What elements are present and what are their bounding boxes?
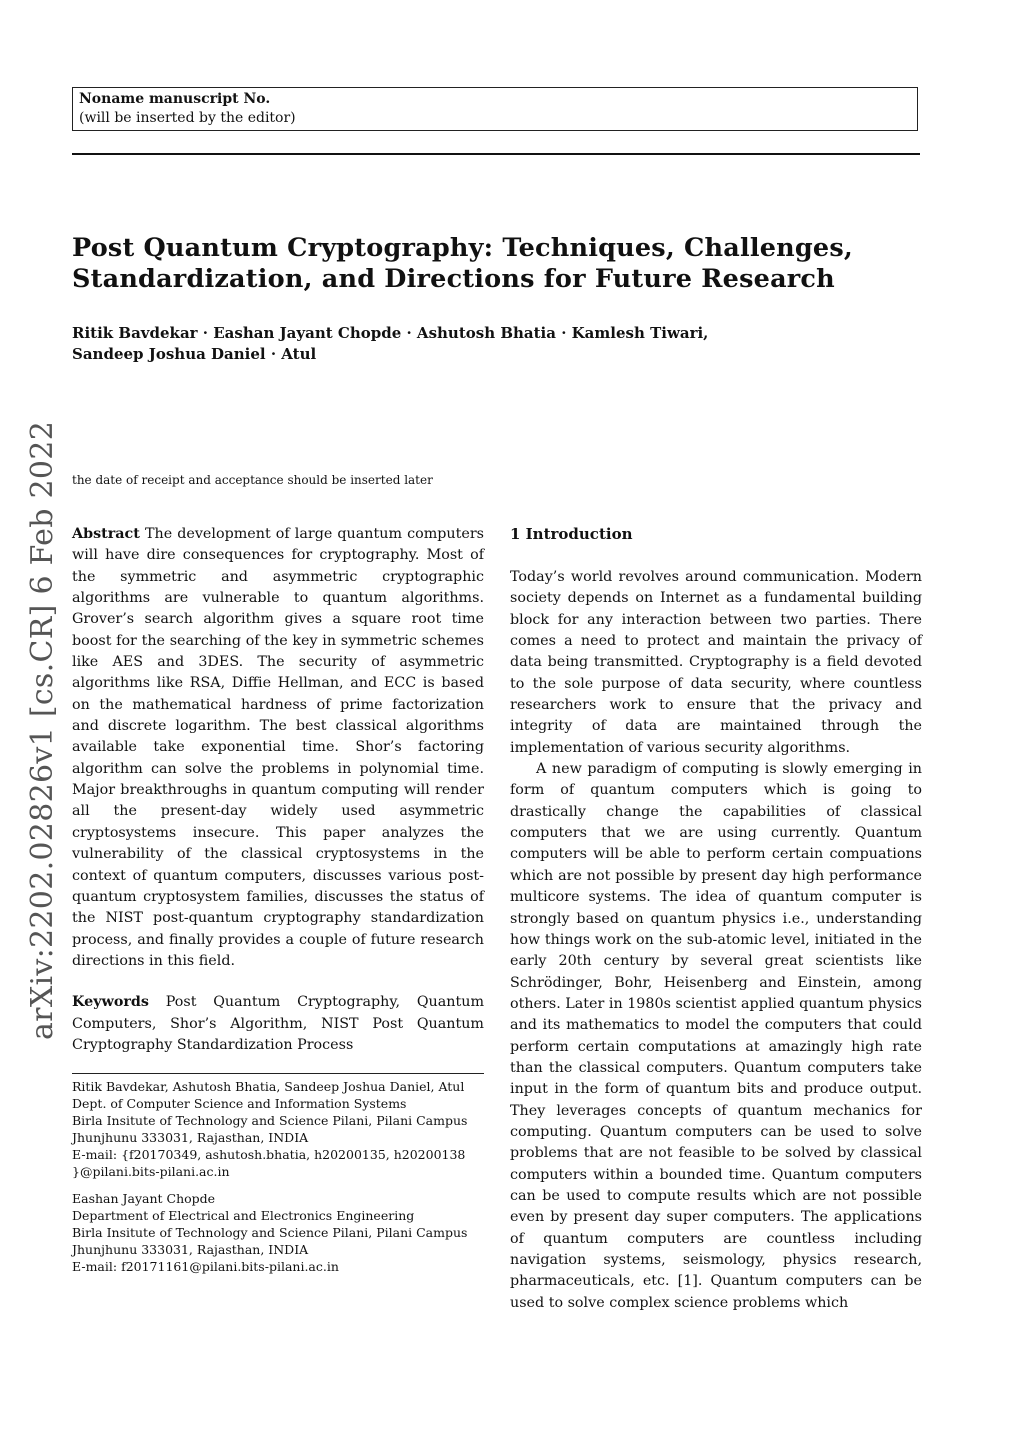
left-column bbox=[72, 524, 484, 1056]
intro-paragraph: A new paradigm of computing is slowly emerging in form of quantum computers which is going to drastically change the capabilities of classical computers that we are using currently. Quantum computers will be able to perform certain compuations which are not possible by present day high performance multicore systems. The idea of quantum computer is strongly based on quantum physics i.e., understanding how things work on the sub-atomic level, initiated in the early 20th century by several great scientists like Schrödinger, Bohr, Heisenberg and Einstein, among others. Later in 1980s scientist applied quantum physics and its mathematics to model the computers that could perform certain computations at amazingly high rate than the classical computers. Quantum computers take input in the form of quantum bits and produce output. They leverages concepts of quantum mechanics for computing. Quantum computers can be used to solve problems that are not feasible to be solved by classical computers within a bounded time. Quantum computers can be used to compute results which are not possible even by present day super computers. The applications of quantum computers are countless including navigation systems, seismology, physics research, pharmaceuticals, etc. [1]. Quantum computers can be used to solve complex science problems which bbox=[510, 761, 922, 1311]
affiliation-institute: Birla Insitute of Technology and Science Pilani, Pilani Campus bbox=[72, 1113, 468, 1128]
abstract-label: Abstract bbox=[72, 526, 140, 542]
arxiv-identifier: arXiv:2202.02826v1 [cs.CR] 6 Feb 2022 bbox=[25, 420, 60, 1040]
affiliation-address: Jhunjhunu 333031, Rajasthan, INDIA bbox=[72, 1242, 309, 1257]
manuscript-number: Noname manuscript No. bbox=[79, 91, 271, 107]
paper-title: Post Quantum Cryptography: Techniques, Challenges, Standardization, and Directions for Future Research bbox=[72, 233, 853, 294]
right-column bbox=[510, 524, 922, 1314]
affiliation-dept: Dept. of Computer Science and Information Systems bbox=[72, 1096, 407, 1111]
affiliation-names: Eashan Jayant Chopde bbox=[72, 1191, 216, 1206]
affiliation-email: E-mail: {f20170349, ashutosh.bhatia, h20200135, h20200138 }@pilani.bits-pilani.ac.in bbox=[72, 1147, 466, 1179]
header-rule bbox=[72, 153, 920, 155]
abstract bbox=[72, 524, 484, 972]
keywords bbox=[72, 992, 484, 1056]
affiliation-names: Ritik Bavdekar, Ashutosh Bhatia, Sandeep Joshua Daniel, Atul bbox=[72, 1079, 465, 1094]
author-list: Ritik Bavdekar · Eashan Jayant Chopde · Ashutosh Bhatia · Kamlesh Tiwari, Sandeep Joshua Daniel · Atul bbox=[72, 324, 709, 363]
affiliation-address: Jhunjhunu 333031, Rajasthan, INDIA bbox=[72, 1130, 309, 1145]
affiliation-email: E-mail: f20171161@pilani.bits-pilani.ac.in bbox=[72, 1259, 339, 1274]
affiliation-dept: Department of Electrical and Electronics Engineering bbox=[72, 1208, 415, 1223]
keywords-text: Post Quantum Cryptography, Quantum Computers, Shor’s Algorithm, NIST Post Quantum Cryptography Standardization Process bbox=[72, 994, 484, 1053]
section-heading: 1 Introduction bbox=[510, 525, 633, 543]
footnote-rule bbox=[72, 1073, 484, 1074]
abstract-text: The development of large quantum computers will have dire consequences for cryptography. Most of the symmetric and asymmetric cryptographic algorithms are vulnerable to quantum algorithms. Grover’s search algorithm gives a square root time boost for the searching of the key in symmetric schemes like AES and 3DES. The security of asymmetric algorithms like RSA, Diffie Hellman, and ECC is based on the mathematical hardness of prime factorization and discrete logarithm. The best classical algorithms available take exponential time. Shor’s factoring algorithm can solve the problems in polynomial time. Major breakthroughs in quantum computing will render all the present-day widely used asymmetric cryptosystems insecure. This paper analyzes the vulnerability of the classical cryptosystems in the context of quantum computers, discusses various post-quantum cryptosystem families, discusses the status of the NIST post-quantum cryptography standardization process, and finally provides a couple of future research directions in this field. bbox=[72, 526, 484, 969]
keywords-label: Keywords bbox=[72, 994, 149, 1011]
manuscript-box bbox=[72, 87, 918, 131]
receipt-note: the date of receipt and acceptance should be inserted later bbox=[72, 473, 433, 487]
intro-paragraph: Today’s world revolves around communication. Modern society depends on Internet as a fundamental building block for any interaction between two parties. There comes a need to protect and maintain the privacy of data being transmitted. Cryptography is a field devoted to the sole purpose of data security, where countless researchers work to ensure that the privacy and integrity of data are maintained through the implementation of various security algorithms. bbox=[510, 569, 922, 756]
affiliation-institute: Birla Insitute of Technology and Science Pilani, Pilani Campus bbox=[72, 1225, 468, 1240]
affiliations bbox=[72, 1078, 484, 1275]
manuscript-editor-note: (will be inserted by the editor) bbox=[79, 110, 296, 126]
